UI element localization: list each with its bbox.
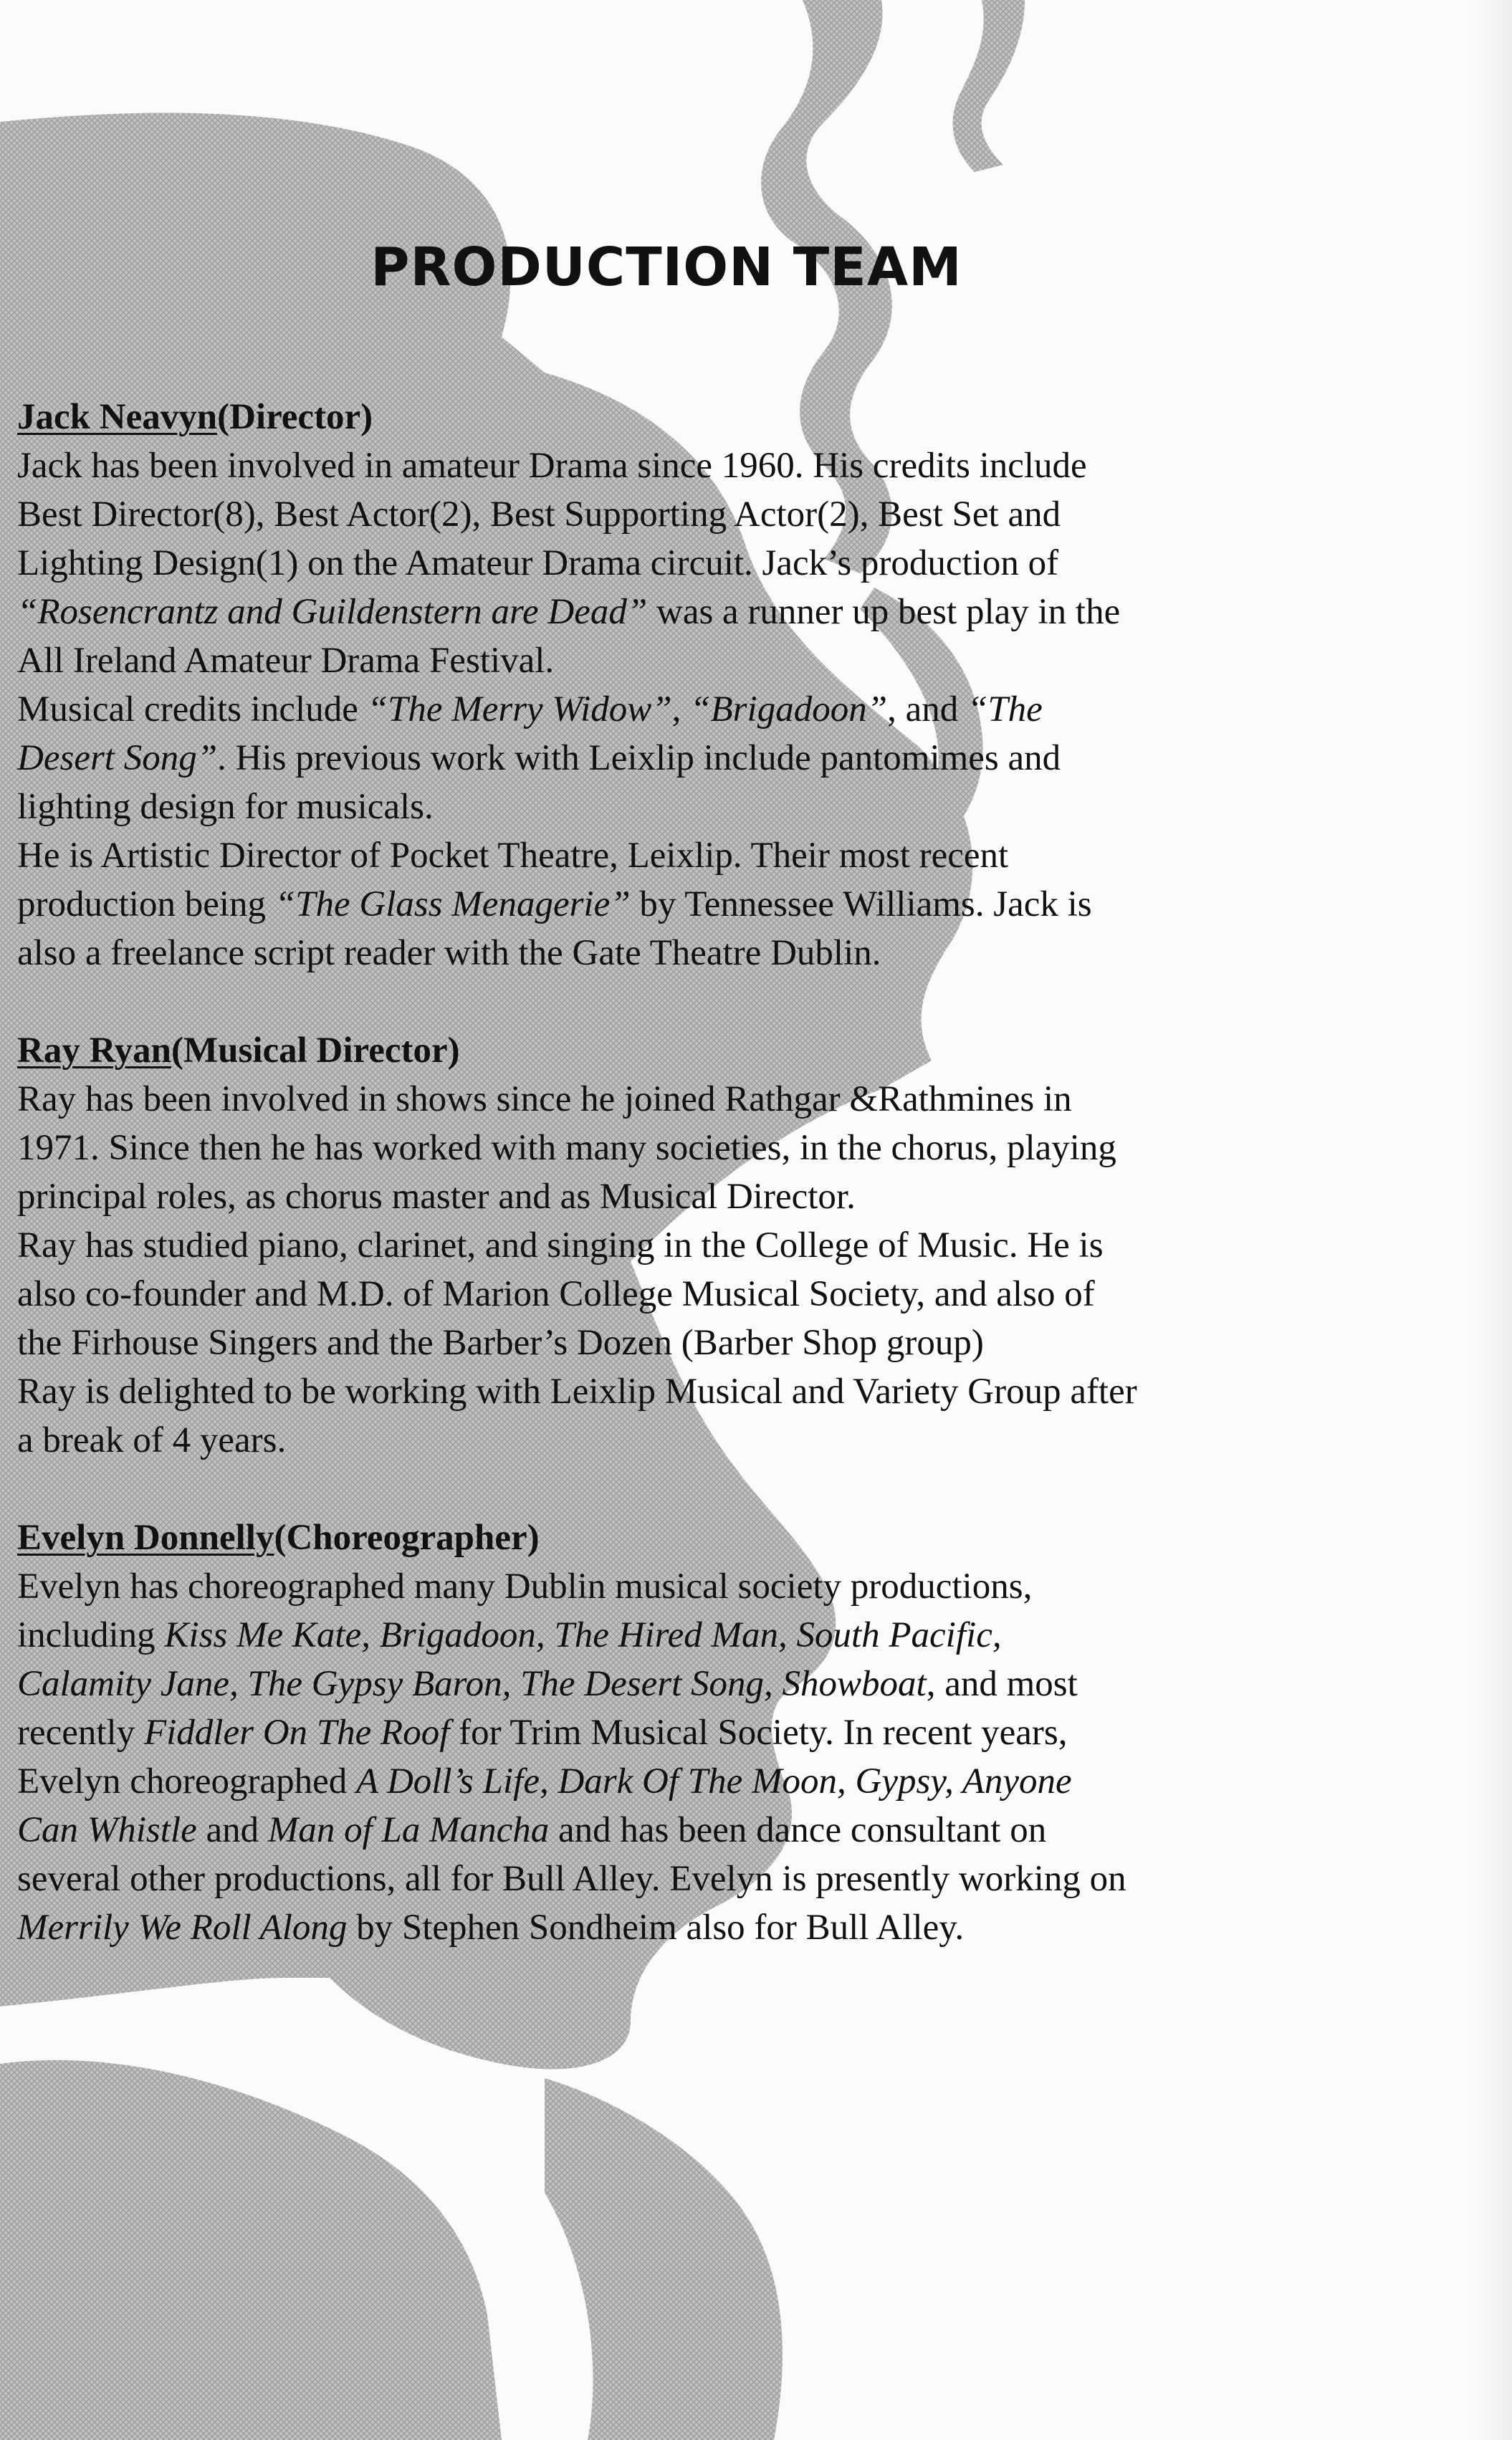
bio-text: Evelyn has choreographed many Dublin musical society productions,: [17, 1566, 1033, 1607]
bio-text: and: [196, 1810, 268, 1850]
member-heading: [17, 1026, 1364, 1075]
team-member-entry: [17, 393, 1364, 977]
italic-title-text: Can Whistle: [17, 1810, 197, 1850]
bio-text: the Firhouse Singers and the Barber’s Dozen (Barber Shop group): [17, 1323, 984, 1363]
italic-title-text: Kiss Me Kate, Brigadoon, The Hired Man, South Pacific,: [164, 1615, 1002, 1655]
bio-line: [17, 1660, 1364, 1708]
bio-line: [17, 1124, 1364, 1172]
lower-right-silhouette-shape: [545, 2078, 783, 2440]
bio-text: . His previous work with Leixlip include pantomimes and: [217, 738, 1061, 778]
bio-text: 1971. Since then he has worked with many societies, in the chorus, playing: [17, 1128, 1116, 1168]
bio-line: [17, 1221, 1364, 1270]
bio-text: Jack has been involved in amateur Drama since 1960. His credits include: [17, 446, 1087, 486]
team-member-entry: [17, 1513, 1364, 1952]
bio-line: [17, 929, 1364, 977]
bio-line: [17, 1611, 1364, 1660]
bio-text: Lighting Design(1) on the Amateur Drama circuit. Jack’s production of: [17, 543, 1059, 583]
bio-text: also a freelance script reader with the Gate Theatre Dublin.: [17, 933, 881, 973]
bio-line: [17, 1172, 1364, 1221]
italic-title-text: “Rosencrantz and Guildenstern are Dead”: [17, 592, 648, 632]
bio-line: [17, 636, 1364, 685]
bio-text: several other productions, all for Bull Alley. Evelyn is presently working on: [17, 1859, 1126, 1899]
bio-text: by Tennessee Williams. Jack is: [630, 884, 1092, 924]
italic-title-text: “The: [967, 689, 1043, 729]
bio-line: [17, 831, 1364, 880]
lower-silhouette-shape: [0, 2060, 502, 2440]
team-member-entry: [17, 1026, 1364, 1465]
bio-line: [17, 1319, 1364, 1367]
bio-text: All Ireland Amateur Drama Festival.: [17, 641, 555, 681]
bio-line: [17, 1757, 1364, 1806]
italic-title-text: Man of La Mancha: [267, 1810, 550, 1850]
member-heading: [17, 1513, 1364, 1562]
bio-line: [17, 880, 1364, 929]
bio-text: and has been dance consultant on: [549, 1810, 1047, 1850]
italic-title-text: “The Glass Menagerie”: [274, 884, 631, 924]
bio-line: [17, 1270, 1364, 1319]
bio-line: [17, 1075, 1364, 1124]
bio-line: [17, 588, 1364, 636]
bio-line: [17, 1806, 1364, 1855]
bio-text: , and most: [926, 1664, 1078, 1704]
member-role: (Choreographer): [274, 1518, 540, 1558]
bio-text: a break of 4 years.: [17, 1420, 287, 1460]
member-role: (Musical Director): [171, 1030, 460, 1071]
bio-line: [17, 1855, 1364, 1903]
bio-text: production being: [17, 884, 275, 924]
italic-title-text: Calamity Jane, The Gypsy Baron, The Desert Song, Showboat: [17, 1664, 927, 1704]
member-role: (Director): [217, 397, 373, 437]
member-bio: [17, 1075, 1364, 1465]
page-edge-shadow: [1469, 0, 1512, 2440]
italic-title-text: Fiddler On The Roof: [143, 1713, 450, 1753]
bio-line: [17, 1562, 1364, 1611]
bio-text: Ray has studied piano, clarinet, and singing in the College of Music. He is: [17, 1225, 1104, 1266]
bio-text: for Trim Musical Society. In recent years,: [449, 1713, 1068, 1753]
bio-text: including: [17, 1615, 165, 1655]
bio-text: ,: [671, 689, 691, 729]
bio-text: Best Director(8), Best Actor(2), Best Supporting Actor(2), Best Set and: [17, 494, 1061, 535]
bio-line: [17, 783, 1364, 831]
bio-line: [17, 734, 1364, 783]
bio-line: [17, 1903, 1364, 1952]
italic-title-text: Merrily We Roll Along: [17, 1908, 348, 1948]
bio-line: [17, 441, 1364, 490]
smoke-wisp-shape-2: [953, 0, 1025, 172]
bio-line: [17, 490, 1364, 539]
bio-line: [17, 1708, 1364, 1757]
italic-title-text: A Doll’s Life, Dark Of The Moon, Gypsy, Anyone: [355, 1761, 1072, 1802]
member-name: Ray Ryan: [17, 1030, 171, 1071]
italic-title-text: “The Merry Widow”: [367, 689, 672, 729]
member-name: Jack Neavyn: [17, 397, 218, 437]
bio-line: [17, 1416, 1364, 1465]
bio-text: He is Artistic Director of Pocket Theatre, Leixlip. Their most recent: [17, 836, 1009, 876]
bio-text: also co-founder and M.D. of Marion College Musical Society, and also of: [17, 1274, 1095, 1314]
member-name: Evelyn Donnelly: [17, 1518, 274, 1558]
bio-text: , and: [887, 689, 967, 729]
italic-title-text: Desert Song”: [17, 738, 218, 778]
bio-text: by Stephen Sondheim also for Bull Alley.: [347, 1908, 965, 1948]
bio-text: Ray has been involved in shows since he joined Rathgar &Rathmines in: [17, 1079, 1072, 1119]
italic-title-text: “Brigadoon”: [690, 689, 888, 729]
bio-text: Evelyn choreographed: [17, 1761, 356, 1802]
member-heading: [17, 393, 1364, 441]
bio-text: recently: [17, 1713, 144, 1753]
bio-text: lighting design for musicals.: [17, 787, 434, 827]
bio-line: [17, 539, 1364, 588]
bio-line: [17, 685, 1364, 734]
production-team-list: [17, 393, 1364, 2001]
bio-text: was a runner up best play in the: [647, 592, 1121, 632]
bio-text: Ray is delighted to be working with Leixlip Musical and Variety Group after: [17, 1372, 1137, 1412]
bio-text: Musical credits include: [17, 689, 368, 729]
member-bio: [17, 1562, 1364, 1952]
bio-text: principal roles, as chorus master and as Musical Director.: [17, 1177, 856, 1217]
page-title: PRODUCTION TEAM: [370, 236, 962, 298]
member-bio: [17, 441, 1364, 977]
bio-line: [17, 1367, 1364, 1416]
